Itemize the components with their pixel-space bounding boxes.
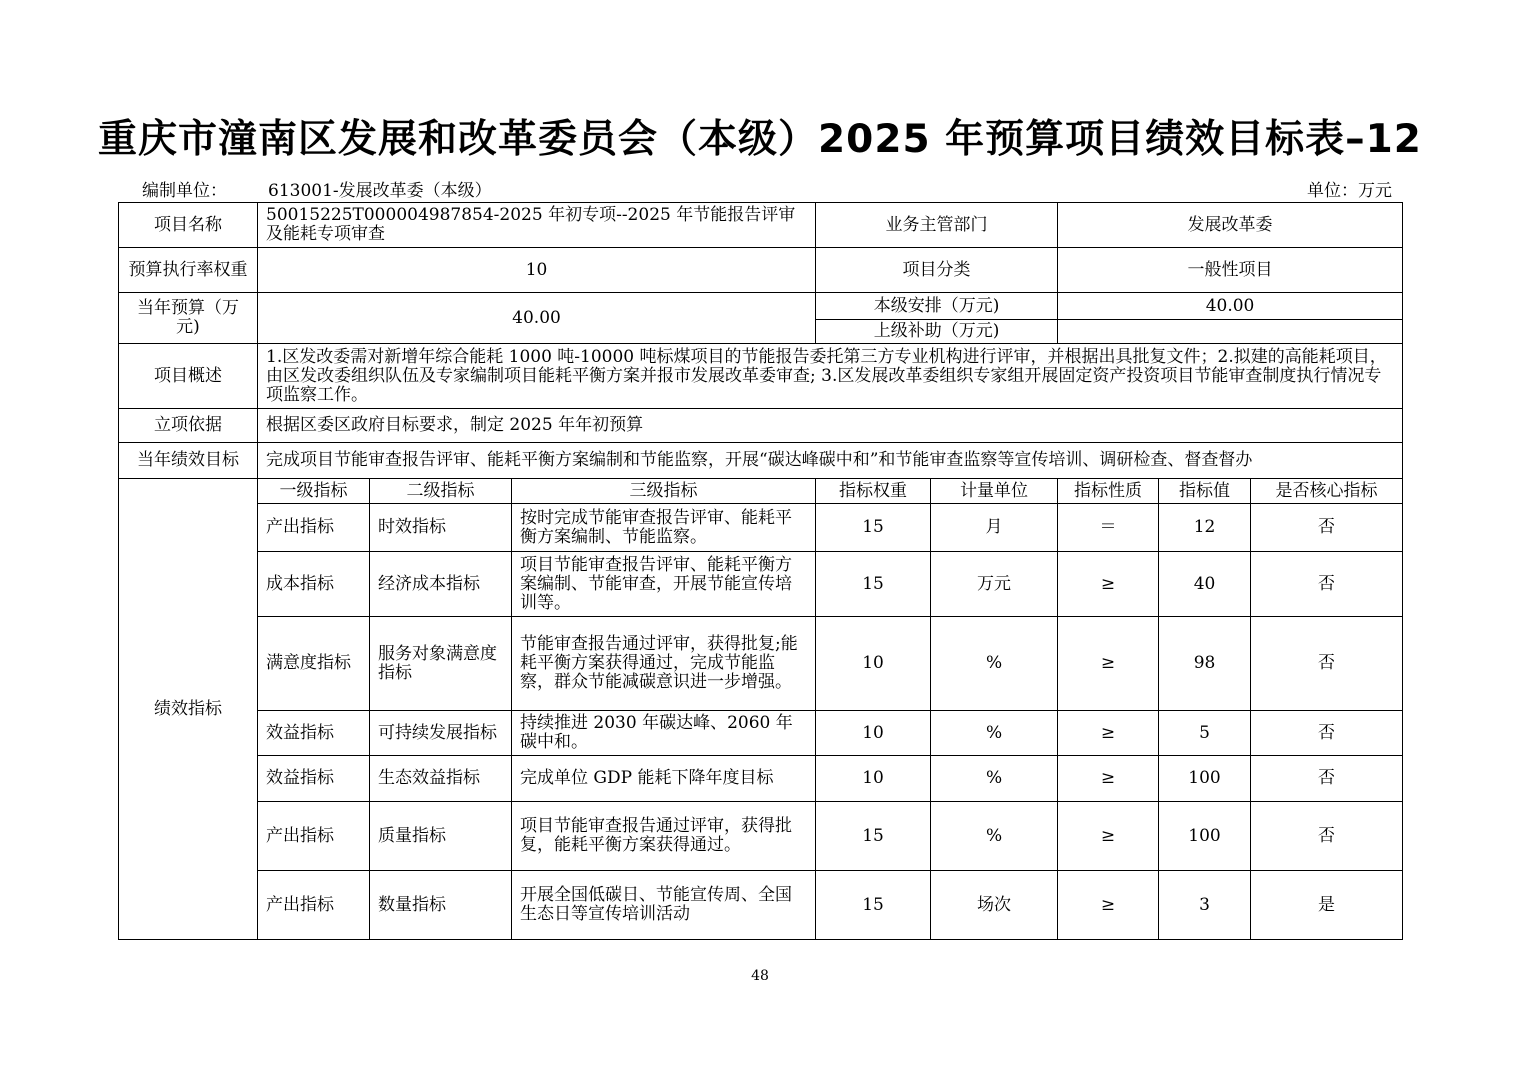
core-cell: 否 — [1251, 617, 1403, 711]
page-title: 重庆市潼南区发展和改革委员会（本级）2025 年预算项目绩效目标表–12 — [98, 117, 1422, 162]
unit-cell: % — [931, 617, 1058, 711]
project-name-label: 项目名称 — [119, 203, 258, 248]
level1-cell: 产出指标 — [258, 504, 370, 552]
unit-cell: 万元 — [931, 552, 1058, 617]
level1-cell: 产出指标 — [258, 802, 370, 871]
core-cell: 否 — [1251, 802, 1403, 871]
level1-cell: 产出指标 — [258, 871, 370, 940]
level3-cell: 节能审查报告通过评审，获得批复;能耗平衡方案获得通过，完成节能监察，群众节能减碳意识进一步增强。 — [512, 617, 816, 711]
level1-cell: 成本指标 — [258, 552, 370, 617]
nature-cell: ≥ — [1058, 711, 1159, 756]
weight-label: 预算执行率权重 — [119, 248, 258, 293]
table-row — [119, 711, 1403, 756]
value-cell: 40 — [1159, 552, 1251, 617]
core-cell: 否 — [1251, 711, 1403, 756]
goal-text: 完成项目节能审查报告评审、能耗平衡方案编制和节能监察，开展“碳达峰碳中和”和节能审查监察等宣传培训、调研检查、督查督办 — [258, 443, 1403, 479]
dept-label: 业务主管部门 — [816, 203, 1058, 248]
nature-cell: ≥ — [1058, 871, 1159, 940]
nature-cell: ≥ — [1058, 756, 1159, 802]
table-row — [119, 617, 1403, 711]
weight-cell: 10 — [816, 617, 931, 711]
nature-cell: ≥ — [1058, 552, 1159, 617]
level2-cell: 质量指标 — [370, 802, 512, 871]
core-cell: 否 — [1251, 756, 1403, 802]
unit-cell: % — [931, 711, 1058, 756]
unit-cell: 场次 — [931, 871, 1058, 940]
level3-cell: 按时完成节能审查报告评审、能耗平衡方案编制、节能监察。 — [512, 504, 816, 552]
weight-cell: 15 — [816, 552, 931, 617]
unit-label: 单位：万元 — [1307, 181, 1392, 201]
category-value: 一般性项目 — [1058, 248, 1403, 293]
weight-value: 10 — [258, 248, 816, 293]
nature-cell: ＝ — [1058, 504, 1159, 552]
weight-cell: 15 — [816, 871, 931, 940]
level2-cell: 数量指标 — [370, 871, 512, 940]
local-label: 本级安排（万元) — [816, 293, 1058, 320]
col-header: 计量单位 — [931, 479, 1058, 504]
weight-cell: 10 — [816, 711, 931, 756]
category-label: 项目分类 — [816, 248, 1058, 293]
value-cell: 98 — [1159, 617, 1251, 711]
value-cell: 3 — [1159, 871, 1251, 940]
overview-label: 项目概述 — [119, 344, 258, 409]
value-cell: 100 — [1159, 756, 1251, 802]
nature-cell: ≥ — [1058, 802, 1159, 871]
dept-value: 发展改革委 — [1058, 203, 1403, 248]
level2-cell: 经济成本指标 — [370, 552, 512, 617]
value-cell: 12 — [1159, 504, 1251, 552]
level3-cell: 完成单位 GDP 能耗下降年度目标 — [512, 756, 816, 802]
basis-label: 立项依据 — [119, 409, 258, 443]
table-row — [119, 504, 1403, 552]
level1-cell: 满意度指标 — [258, 617, 370, 711]
level3-cell: 项目节能审查报告通过评审，获得批复，能耗平衡方案获得通过。 — [512, 802, 816, 871]
col-header: 是否核心指标 — [1251, 479, 1403, 504]
indicators-section-label: 绩效指标 — [119, 479, 258, 940]
core-cell: 是 — [1251, 871, 1403, 940]
level1-cell: 效益指标 — [258, 711, 370, 756]
level3-cell: 开展全国低碳日、节能宣传周、全国生态日等宣传培训活动 — [512, 871, 816, 940]
page-number: 48 — [751, 968, 769, 984]
table-row — [119, 756, 1403, 802]
level3-cell: 持续推进 2030 年碳达峰、2060 年碳中和。 — [512, 711, 816, 756]
org-value: 613001-发展改革委（本级） — [268, 181, 492, 201]
weight-cell: 15 — [816, 802, 931, 871]
weight-cell: 15 — [816, 504, 931, 552]
col-header: 指标值 — [1159, 479, 1251, 504]
col-header: 指标性质 — [1058, 479, 1159, 504]
superior-value — [1058, 320, 1403, 344]
level2-cell: 服务对象满意度指标 — [370, 617, 512, 711]
project-name: 50015225T000004987854-2025 年初专项--2025 年节能报告评审及能耗专项审查 — [258, 203, 816, 248]
level1-cell: 效益指标 — [258, 756, 370, 802]
col-header: 指标权重 — [816, 479, 931, 504]
value-cell: 100 — [1159, 802, 1251, 871]
unit-cell: % — [931, 802, 1058, 871]
col-header: 三级指标 — [512, 479, 816, 504]
budget-label: 当年预算（万元) — [119, 293, 258, 344]
unit-cell: % — [931, 756, 1058, 802]
table-row — [119, 802, 1403, 871]
nature-cell: ≥ — [1058, 617, 1159, 711]
basis-text: 根据区委区政府目标要求，制定 2025 年年初预算 — [258, 409, 1403, 443]
budget-value: 40.00 — [258, 293, 816, 344]
value-cell: 5 — [1159, 711, 1251, 756]
local-value: 40.00 — [1058, 293, 1403, 320]
level2-cell: 生态效益指标 — [370, 756, 512, 802]
level2-cell: 可持续发展指标 — [370, 711, 512, 756]
unit-cell: 月 — [931, 504, 1058, 552]
superior-label: 上级补助（万元) — [816, 320, 1058, 344]
overview-text: 1.区发改委需对新增年综合能耗 1000 吨-10000 吨标煤项目的节能报告委托第三方专业机构进行评审，并根据出具批复文件；2.拟建的高能耗项目，由区发改委组织队伍及专家编制项目能耗平衡方案并报市发展改革委审查; 3.区发展改革委组织专家组开展固定资产投资项目节能审查制度执行情况专项监察工作。 — [258, 344, 1403, 409]
goal-label: 当年绩效目标 — [119, 443, 258, 479]
col-header: 一级指标 — [258, 479, 370, 504]
weight-cell: 10 — [816, 756, 931, 802]
performance-table — [118, 202, 1403, 940]
level2-cell: 时效指标 — [370, 504, 512, 552]
table-row — [119, 871, 1403, 940]
org-label: 编制单位： — [142, 181, 227, 201]
core-cell: 否 — [1251, 504, 1403, 552]
col-header: 二级指标 — [370, 479, 512, 504]
core-cell: 否 — [1251, 552, 1403, 617]
table-row — [119, 552, 1403, 617]
level3-cell: 项目节能审查报告评审、能耗平衡方案编制、节能审查，开展节能宣传培训等。 — [512, 552, 816, 617]
